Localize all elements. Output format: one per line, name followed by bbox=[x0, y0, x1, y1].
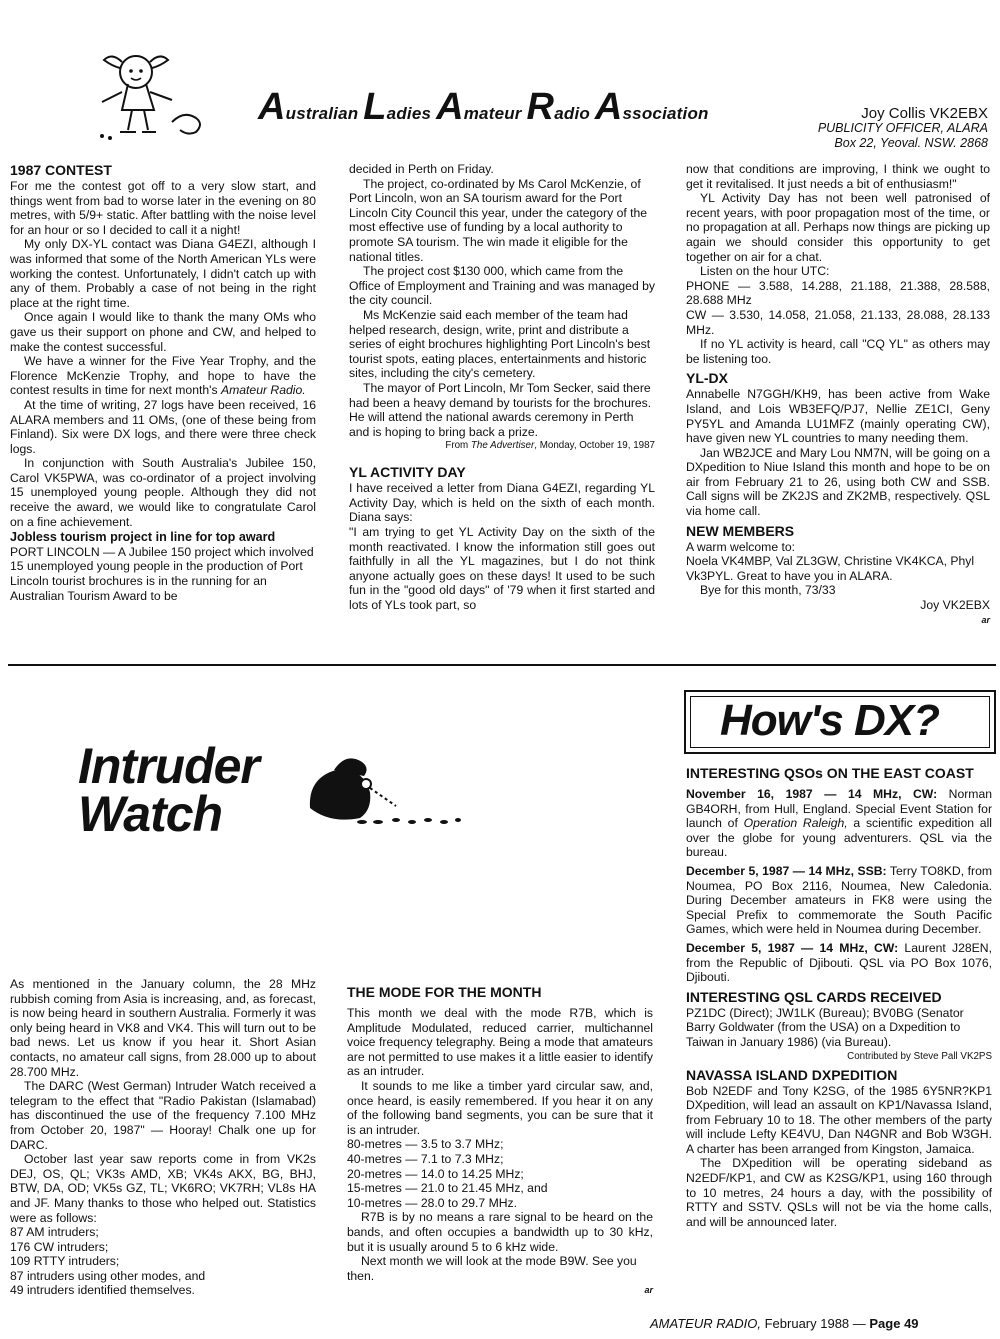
hows-dx-title: How's DX? bbox=[720, 696, 940, 745]
signoff: Joy VK2EBX bbox=[920, 598, 990, 613]
paragraph: The project cost $130 000, which came from the Office of Employment and Training and was managed by the city council. bbox=[349, 264, 655, 308]
band-line: 80-metres — 3.5 to 3.7 MHz; bbox=[347, 1137, 504, 1152]
paragraph: Listen on the hour UTC: bbox=[700, 264, 830, 279]
alara-girl-logo bbox=[92, 40, 212, 144]
paragraph: decided in Perth on Friday. bbox=[349, 162, 494, 176]
alara-column-2 bbox=[349, 162, 655, 613]
paragraph: Annabelle N7GGH/KH9, has been active from Wake Island, and Lois WB3EFQ/PJ7, Nellie ZE1CI, Geny PY5YL and Amanda LU1MFZ (mainly operating CW), have given new YL countries to many needing them. bbox=[686, 387, 990, 446]
hows-dx-title-box bbox=[684, 690, 996, 754]
author-role: PUBLICITY OFFICER, ALARA bbox=[817, 121, 988, 135]
paragraph: PZ1DC (Direct); JW1LK (Bureau); BV0BG (Senator Barry Goldwater (from the USA) on a Dxpedition to Taiwan in January 1986) (via Bureau). bbox=[686, 1005, 964, 1049]
paragraph: If no YL activity is heard, call "CQ YL" as others may be listening too. bbox=[686, 337, 990, 366]
band-line: 20-metres — 14.0 to 14.25 MHz; bbox=[347, 1166, 524, 1181]
intruder-title-line: Intruder bbox=[78, 738, 259, 794]
frequency-list: CW — 3.530, 14.058, 21.058, 21.133, 28.088, 28.133 MHz. bbox=[686, 307, 990, 337]
band-line: 15-metres — 21.0 to 21.45 MHz, and bbox=[347, 1181, 548, 1196]
paragraph: My only DX-YL contact was Diana G4EZI, although I was informed that some of the North American YLs were working the contest. Unfortunately, I didn't catch up with any of them. Probably a case of not being in the right place at the right time. bbox=[10, 237, 316, 310]
band-line: 10-metres — 28.0 to 29.7 MHz. bbox=[347, 1195, 518, 1210]
paragraph: Bye for this month, 73/33 bbox=[700, 583, 836, 598]
paragraph: We have a winner for the Five Year Trophy, and the Florence McKenzie Trophy, and hope to have the contest results in time for next month's Amateur Radio. bbox=[10, 354, 316, 398]
paragraph: Next month we will look at the mode B9W. See you then. bbox=[347, 1254, 637, 1283]
stat-line: 87 intruders using other modes, and bbox=[10, 1268, 206, 1283]
hows-dx-column bbox=[686, 761, 992, 1229]
footer-date: February 1988 — bbox=[761, 1316, 870, 1331]
paragraph: As mentioned in the January column, the 28 MHz rubbish coming from Asia is increasing, and, as forecast, is now being heard in southern Australia. Formerly it was only being heard in VK8 and VK4. This will turn out to be bad news. Let us know if you hear it. Short Asian contacts, no amateur call signs, from 28.000 up to about 28.700 MHz. bbox=[10, 977, 316, 1079]
paragraph: I have received a letter from Diana G4EZI, regarding YL Activity Day, which is held on the sixth of each month. Diana says: bbox=[349, 481, 655, 525]
paragraph: Jan WB2JCE and Mary Lou NM7N, will be going on a DXpedition to Niue Island this month and hope to be on air from February 21 to 26, using both CW and SSB. Call signs will be ZK2JS and ZK2MB, respectively. QSL via home call. bbox=[686, 445, 990, 519]
source-credit: From The Advertiser, Monday, October 19, 1987 bbox=[445, 440, 655, 452]
paragraph: The project, co-ordinated by Ms Carol McKenzie, of Port Lincoln, won an SA tourism award for the Port Lincoln City Council this year, under the category of the most effective use of funding by a local authority to promote SA tourism. The win made it eligible for the national titles. bbox=[349, 176, 648, 264]
end-mark: ar bbox=[644, 1285, 653, 1296]
paragraph: Bob N2EDF and Tony K2SG, of the 1985 6Y5NR?KP1 DXpedition, will lead an assault on KP1/Navassa Island, from February 10 to 18. The other members of the party will include Lefty KE4VU, Dan N4GNR and Bob W3GH. A charter has been arranged from Kingston, Jamaica. bbox=[686, 1083, 992, 1156]
intruder-title-line: Watch bbox=[78, 786, 223, 842]
paragraph: October last year saw reports come in from VK2s DEJ, OS, QL; VK3s AMD, XB; VK4s AKX, BG, BHJ, BTW, DA, OD; VK5s GZ, TL; VK6RO; VK7RH; VL8s HA and JF. Many thanks to those who helped out. Statistics were as follows: bbox=[10, 1152, 316, 1225]
paragraph: This month we deal with the mode R7B, which is Amplitude Modulated, reduced carrier, multichannel voice frequency telegraphy. Being a mode that amateurs are not permitted to use makes it a little easier to identify as an intruder. bbox=[347, 1006, 653, 1079]
heading-mode-for-month: THE MODE FOR THE MONTH bbox=[347, 984, 542, 1000]
contributor-credit: Contributed by Steve Pall VK2PS bbox=[847, 1050, 992, 1062]
alara-column-3 bbox=[686, 162, 990, 627]
author-name: Joy Collis VK2EBX bbox=[861, 105, 988, 122]
alara-title-word: Association bbox=[594, 86, 709, 128]
stat-line: 87 AM intruders; bbox=[10, 1225, 99, 1240]
page-footer bbox=[650, 1316, 919, 1331]
paragraph: In conjunction with South Australia's Jubilee 150, Carol VK5PWA, was co-ordinator of a project involving 15 unemployed young people. Although they did not receive the award, we would like to congratulate Carol on a fine achievement. bbox=[10, 456, 316, 529]
dx-entry: December 5, 1987 — 14 MHz, CW: Laurent J28EN, from the Republic of Djibouti. QSL via PO Box 1076, Djibouti. bbox=[686, 940, 992, 985]
band-line: 40-metres — 7.1 to 7.3 MHz; bbox=[347, 1151, 504, 1166]
paragraph: now that conditions are improving, I think we ought to get it revitalised. It just needs a bit of enthusiasm!" bbox=[686, 162, 990, 191]
paragraph: PORT LINCOLN — A Jubilee 150 project which involved 15 unemployed young people in the production of Port Lincoln tourist brochures is in the running for an Australian Tourism Award to be bbox=[10, 544, 314, 603]
paragraph: A warm welcome to: bbox=[686, 539, 796, 554]
alara-title-word: Amateur bbox=[436, 86, 527, 128]
alara-title-word: Ladies bbox=[363, 86, 437, 128]
paragraph: At the time of writing, 27 logs have been received, 16 ALARA members and 11 OMs, (one of these being from Finland). Six were DX logs, and there were three check logs. bbox=[10, 397, 316, 456]
intruder-watch-title bbox=[78, 738, 259, 842]
paragraph: R7B is by no means a rare signal to be heard on the bands, and often occupies a bandwidth up to 30 kHz, but it is usually around 5 to 6 kHz wide. bbox=[347, 1210, 653, 1254]
paragraph: Once again I would like to thank the many OMs who gave us their support on phone and CW, and helped to make the contest successful. bbox=[10, 310, 316, 354]
paragraph: Noela VK4MBP, Val ZL3GW, Christine VK4KCA, Phyl Vk3PYL. Great to have you in ALARA. bbox=[686, 554, 975, 583]
paragraph: The DXpedition will be operating sideband as N2EDF/KP1, and CW as K2SG/KP1, using 160 through to 10 metres, 24 hours a day, with the possibility of RTTY and SSTV. QSLs will not be via the home calls, and will be announced later. bbox=[686, 1156, 992, 1229]
heading-yl-activity-day: YL ACTIVITY DAY bbox=[349, 464, 466, 481]
dx-entry: November 16, 1987 — 14 MHz, CW: Norman GB4ORH, from Hull, England. Special Event Station for launch of Operation Raleigh, a scientific expedition all over the globe for young adventurers. QSL via the bureau. bbox=[686, 787, 993, 860]
paragraph: It sounds to me like a timber yard circular saw, and, once heard, is easily remembered. If you hear it on any of the following band segments, you can be sure that it is an intruder. bbox=[347, 1078, 653, 1137]
paragraph: Ms McKenzie said each member of the team had helped research, design, write, print and distribute a series of eight brochures highlighting Port Lincoln's best tourist spots, eating places, entertainments and historic sites, including the city's cemetery. bbox=[349, 307, 651, 381]
heading-new-members: NEW MEMBERS bbox=[686, 522, 795, 539]
heading-interesting-qsos: INTERESTING QSOs ON THE EAST COAST bbox=[686, 765, 974, 781]
footer-page-number: Page 49 bbox=[869, 1316, 919, 1331]
author-address: Box 22, Yeoval. NSW. 2868 bbox=[834, 136, 988, 150]
end-mark: ar bbox=[981, 614, 990, 625]
section-divider bbox=[8, 664, 996, 666]
paragraph: For me the contest got off to a very slow start, and things went from bad to worse later in the evening on 80 metres, with 5/9+ static. After battling with the noise level for an hour or so I decided to call it a night! bbox=[10, 179, 316, 237]
heading-jobless-tourism: Jobless tourism project in line for top award bbox=[10, 530, 276, 545]
alara-column-1 bbox=[10, 158, 316, 603]
heading-1987-contest: 1987 CONTEST bbox=[10, 162, 112, 178]
alara-title-word: Australian bbox=[258, 86, 364, 128]
footer-magazine: AMATEUR RADIO, bbox=[650, 1316, 761, 1331]
heading-yl-dx: YL-DX bbox=[686, 370, 728, 387]
stat-line: 109 RTTY intruders; bbox=[10, 1254, 120, 1269]
alara-title-word: Radio bbox=[526, 86, 595, 128]
paragraph: YL Activity Day has not been well patronised of recent years, with poor propagation most of the time, or no propagation at all. Perhaps now things are picking up again we should consider this opportunity to get together on air for a chat. bbox=[686, 191, 990, 264]
stat-line: 176 CW intruders; bbox=[10, 1239, 109, 1254]
paragraph: The mayor of Port Lincoln, Mr Tom Secker, said there had been a heavy demand by tourists for the brochures. He will attend the national awards ceremony in Perth and is hoping to bring back a prize. bbox=[349, 380, 652, 439]
intruder-column-2 bbox=[347, 980, 653, 1298]
intruder-column-1 bbox=[10, 977, 316, 1298]
dx-entry: December 5, 1987 — 14 MHz, SSB: Terry TO8KD, from Noumea, PO Box 2116, Noumea, New Caledonia. During December amateurs in FK8 were using the Special Prefix to commemorate the South Pacific Games, which were held in Noumea during December. bbox=[686, 863, 992, 937]
frequency-list: PHONE — 3.588, 14.288, 21.188, 21.388, 28.588, 28.688 MHz bbox=[686, 278, 990, 308]
heading-qsl-cards: INTERESTING QSL CARDS RECEIVED bbox=[686, 988, 942, 1005]
alara-title bbox=[258, 86, 709, 129]
stat-line: 49 intruders identified themselves. bbox=[10, 1283, 195, 1298]
detective-mascot-illustration bbox=[300, 748, 464, 830]
paragraph: "I am trying to get YL Activity Day on the sixth of the month reactivated. I know the information still goes out faithfully in all the YL magazines, but I do not think anyone actually goes on these days! It used to be such fun in the "good old days" of '79 when it first started and lots of YLs took part, so bbox=[349, 525, 655, 613]
heading-navassa: NAVASSA ISLAND DXPEDITION bbox=[686, 1066, 898, 1083]
paragraph: The DARC (West German) Intruder Watch received a telegram to the effect that "Radio Pakistan (Islamabad) has discontinued the use of the frequency 7.100 MHz from October 20, 1987" — Hooray! Chalk one up for DARC. bbox=[10, 1079, 316, 1152]
author-block bbox=[818, 106, 988, 151]
